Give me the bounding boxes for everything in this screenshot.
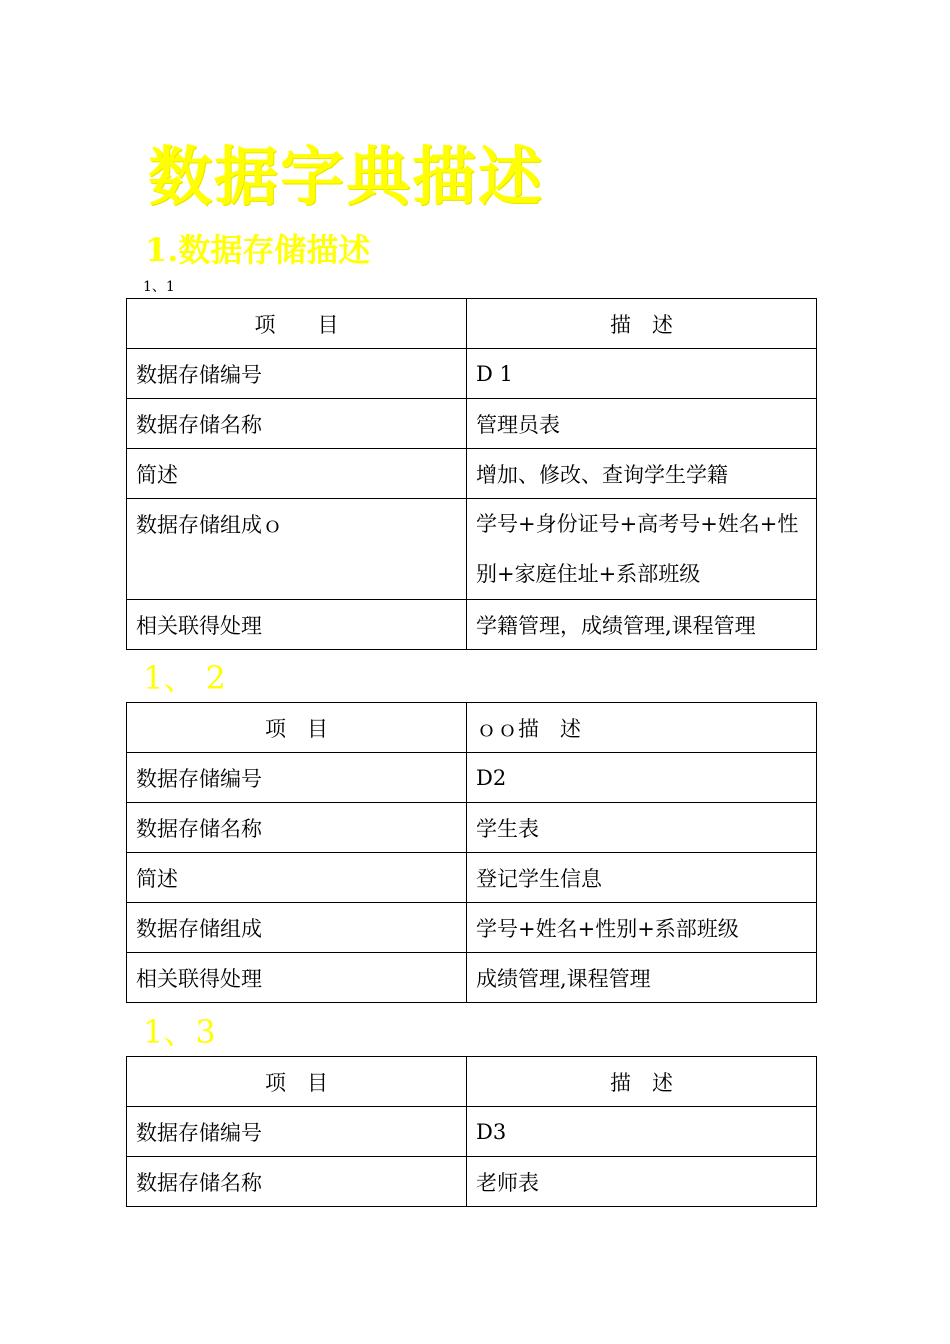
table-row [127, 399, 817, 449]
row-label: 数据存储名称 [127, 1157, 467, 1207]
row-value: D3 [467, 1107, 817, 1157]
table-3-label: 1、3 [143, 1013, 216, 1051]
data-store-table-2 [126, 702, 817, 1003]
table-1-label: 1、1 [143, 279, 175, 295]
table-row [127, 953, 817, 1003]
data-store-table-1 [126, 298, 817, 650]
header-description: ｏｏ描 述 [467, 703, 817, 753]
table-row [127, 803, 817, 853]
table-row [127, 1107, 817, 1157]
table-row [127, 1157, 817, 1207]
row-value: 学生表 [467, 803, 817, 853]
row-label: 简述 [127, 449, 467, 499]
row-label: 数据存储编号 [127, 349, 467, 399]
page-title: 数据字典描述 [148, 140, 544, 215]
header-item: 项 目 [127, 1057, 467, 1107]
row-value: 成绩管理,课程管理 [467, 953, 817, 1003]
row-label: 相关联得处理 [127, 600, 467, 650]
table-row [127, 600, 817, 650]
row-label: 数据存储编号 [127, 1107, 467, 1157]
row-value: 增加、修改、查询学生学籍 [467, 449, 817, 499]
table-row [127, 349, 817, 399]
table-row [127, 903, 817, 953]
header-description: 描 述 [467, 299, 817, 349]
row-value: D 1 [467, 349, 817, 399]
row-label: 数据存储名称 [127, 399, 467, 449]
header-description: 描 述 [467, 1057, 817, 1107]
table-row [127, 449, 817, 499]
table-header-row [127, 1057, 817, 1107]
table-header-row [127, 299, 817, 349]
header-item: 项 目 [127, 703, 467, 753]
row-value: 学号+姓名+性别+系部班级 [467, 903, 817, 953]
row-value: 学号+身份证号+高考号+姓名+性别+家庭住址+系部班级 [467, 499, 817, 600]
row-label: 数据存储组成ｏ [127, 499, 467, 600]
table-2-label: 1、 2 [143, 659, 226, 697]
row-label: 简述 [127, 853, 467, 903]
row-label: 数据存储组成 [127, 903, 467, 953]
row-value: 登记学生信息 [467, 853, 817, 903]
section-heading: 1.数据存储描述 [145, 231, 371, 269]
table-header-row [127, 703, 817, 753]
table-row [127, 499, 817, 600]
row-value: 管理员表 [467, 399, 817, 449]
table-row [127, 753, 817, 803]
row-label: 数据存储名称 [127, 803, 467, 853]
header-item: 项 目 [127, 299, 467, 349]
row-value: D2 [467, 753, 817, 803]
row-label: 相关联得处理 [127, 953, 467, 1003]
data-store-table-3 [126, 1056, 817, 1207]
row-label: 数据存储编号 [127, 753, 467, 803]
table-row [127, 853, 817, 903]
row-value: 学籍管理，成绩管理,课程管理 [467, 600, 817, 650]
row-value: 老师表 [467, 1157, 817, 1207]
